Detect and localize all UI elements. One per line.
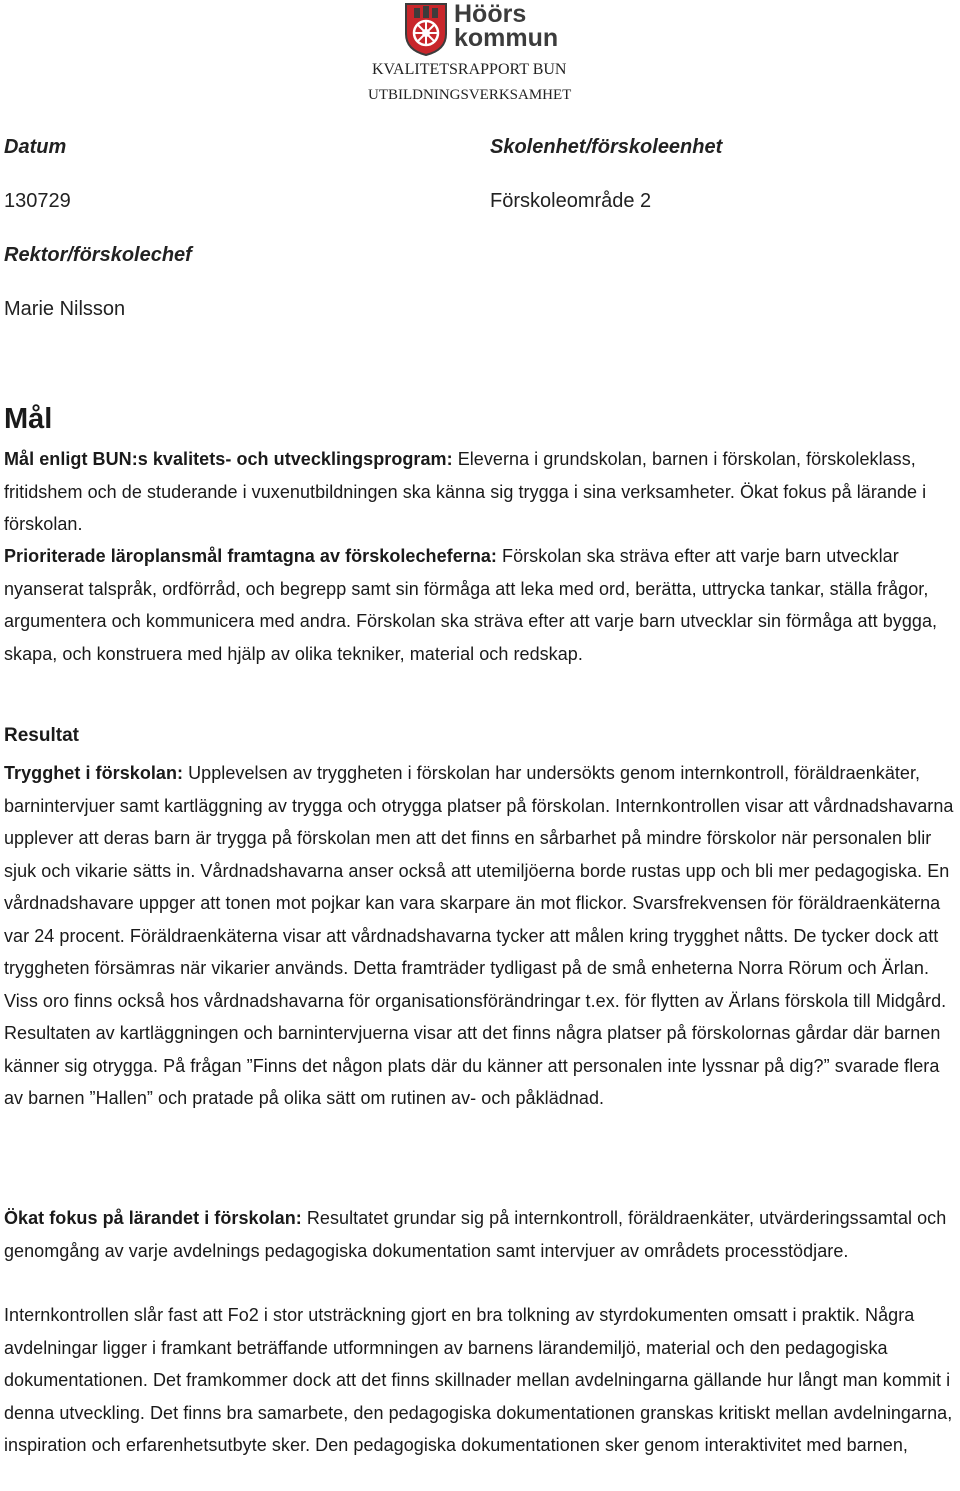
principal-label: Rektor/förskolechef xyxy=(4,244,192,266)
safety-lead: Trygghet i förskolan: xyxy=(4,763,184,783)
municipality-logo xyxy=(404,2,564,56)
goals-paragraph xyxy=(4,443,959,541)
priority-lead: Prioriterade läroplansmål framtagna av förskolecheferna: xyxy=(4,546,497,566)
learning-paragraph-2: Internkontrollen slår fast att Fo2 i stor utsträckning gjort en bra tolkning av styrdokumenten omsatt i praktik. Några avdelningar ligger i framkant beträffande utformningen av barnens lärandemiljö, material och den pedagogiska dokumentationen. Det framkommer dock att det finns skillnader mellan avdelningarna gällande hur långt man kommit i denna utveckling. Det finns bra samarbete, den pedagogiska dokumentationen granskas kritiskt mellan avdelningarna, inspiration och erfarenhetsutbyte sker. Den pedagogiska dokumentationen sker genom interaktivitet med barnen, xyxy=(4,1305,953,1455)
unit-value: Förskoleområde 2 xyxy=(490,190,652,212)
goals-heading: Mål xyxy=(4,403,53,435)
principal-value: Marie Nilsson xyxy=(4,298,126,320)
logo-wordmark xyxy=(454,2,558,50)
goals-lead: Mål enligt BUN:s kvalitets- och utvecklingsprogram: xyxy=(4,449,453,469)
crest-icon xyxy=(404,2,448,56)
logo-line-1: Höörs xyxy=(454,0,527,28)
goals-text: Eleverna i grundskolan, barnen i förskolan, förskoleklass, fritidshem och de studerande i vuxenutbildningen ska känna sig trygga i sina verksamheter. Ökat fokus på lärande i förskolan. xyxy=(4,449,927,534)
safety-text: Upplevelsen av tryggheten i förskolan har undersökts genom internkontroll, föräldraenkäter, barnintervjuer samt kartläggning av trygga och otrygga platser på förskolan. Internkontrollen visar att vårdnadshavarna upplever att deras barn är trygga på förskolan men att det finns en sårbarhet på mindre förskolor när personalen blir sjuk och vikarie sätts in. Vårdnadshavarna anser också att utemiljöerna borde rustas upp och bli mer pedagogiska. En vårdnadshavare uppger att tonen mot pojkar kan vara skarpare än mot flickor. Svarsfrekvensen för föräldraenkäterna var 24 procent. Föräldraenkäterna visar att vårdnadshavarna tycker att målen kring trygghet nåtts. De tycker dock att tryggheten försämras när vikarier används. Detta framträder tydligast på de små enheterna Norra Rörum och Ärlan. Viss oro finns också hos vårdnadshavarna för organisationsförändringar t.ex. för flytten av Ärlans förskola till Midgård. Resultaten av kartläggningen och barnintervjuerna visar att det finns några platser på förskolornas gårdar där barnen känner sig otrygga. På frågan ”Finns det någon plats där du känner att personalen inte lyssnar på dig?” svarade flera av barnen ”Hallen” och pratade på olika sätt om rutinen av- och påklädnad. xyxy=(4,763,954,1108)
logo-line-2: kommun xyxy=(454,24,559,52)
date-label: Datum xyxy=(4,136,67,158)
priority-paragraph xyxy=(4,540,959,670)
learning-text-1: Resultatet grundar sig på internkontroll, föräldraenkäter, utvärderingssamtal och genomgång av varje avdelnings pedagogiska dokumentation samt intervjuer av områdets processtödjare. xyxy=(4,1208,947,1261)
learning-paragraph xyxy=(4,1202,959,1267)
unit-label: Skolenhet/förskoleenhet xyxy=(490,136,723,158)
report-subtitle: UTBILDNINGSVERKSAMHET xyxy=(368,87,572,103)
report-title: KVALITETSRAPPORT BUN xyxy=(372,61,567,78)
safety-paragraph xyxy=(4,757,959,1115)
results-heading: Resultat xyxy=(4,725,79,746)
priority-text: Förskolan ska sträva efter att varje barn utvecklar nyanserat talspråk, ordförråd, och begrepp samt sin förmåga att leka med ord, berätta, uttrycka tankar, ställa frågor, argumentera och kommunicera med andra. Förskolan ska sträva efter att varje barn utvecklar sin förmåga att bygga, skapa, och konstruera med hjälp av olika tekniker, material och redskap. xyxy=(4,546,938,664)
date-value: 130729 xyxy=(4,190,71,212)
learning-lead: Ökat fokus på lärandet i förskolan: xyxy=(4,1208,302,1228)
